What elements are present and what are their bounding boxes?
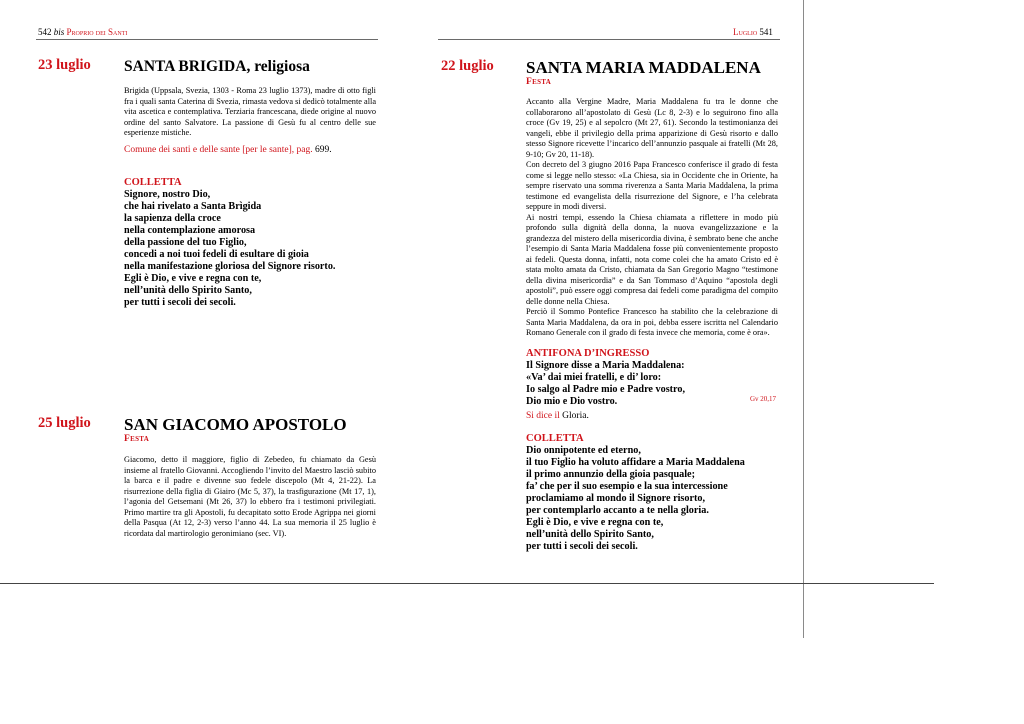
- maddalena-rank: Festa: [526, 77, 552, 87]
- maddalena-colletta-label: COLLETTA: [526, 433, 584, 444]
- prayer-line: il tuo Figlio ha voluto affidare a Maria Maddalena: [526, 457, 745, 468]
- left-section-title: Proprio dei Santi: [66, 27, 128, 37]
- prayer-line: per tutti i secoli dei secoli.: [526, 541, 638, 552]
- giacomo-rank: Festa: [124, 434, 150, 444]
- brigida-colletta-label: COLLETTA: [124, 177, 182, 188]
- page-edge-vertical: [803, 0, 804, 638]
- right-header-rule: [438, 39, 780, 40]
- prayer-line: che hai rivelato a Santa Brìgida: [124, 201, 262, 212]
- right-running-header: [733, 27, 773, 37]
- bio-paragraph: Con decreto del 3 giugno 2016 Papa Francesco conferisce il grado di festa come si legge nello stesso: «La Chiesa, sia in Occidente che in Oriente, ha sempre riservato una somma riverenza a Santa Maria Maddalena, la prima testimone ed evangelista della risurrezione del Signore, e l’ha celebrata seppure in modi diversi.: [526, 160, 778, 211]
- gloria-word: Gloria: [562, 411, 587, 421]
- brigida-title: SANTA BRIGIDA, religiosa: [124, 58, 310, 75]
- giacomo-title: SAN GIACOMO APOSTOLO: [124, 415, 347, 434]
- right-page-number: 541: [759, 27, 773, 37]
- maddalena-antifona-label: ANTIFONA D’INGRESSO: [526, 348, 650, 359]
- antiphon-line: «Va’ dai miei fratelli, e di’ loro:: [526, 372, 662, 383]
- left-page-bis: bis: [53, 27, 65, 37]
- brigida-commune-ref: Comune dei santi e delle sante [per le sante], pag. 699.: [124, 145, 332, 155]
- brigida-bio: Brigida (Uppsala, Svezia, 1303 - Roma 23 luglio 1373), madre di otto figli fra i quali santa Caterina di Svezia, rimasta vedova si dedicò totalmente alla vita ascetica e contemplativa. Terziaria francescana, diede origine al nuovo ordine del santo Salvatore. La passione di Gesù fu al centro delle sue esperienze mistiche.: [124, 86, 376, 137]
- right-month: Luglio: [733, 27, 758, 37]
- antiphon-line: Il Signore disse a Maria Maddalena:: [526, 360, 685, 371]
- prayer-line: concedi a noi tuoi fedeli di esultare di gioia: [124, 249, 309, 260]
- prayer-line: proclamiamo al mondo il Signore risorto,: [526, 493, 706, 504]
- bio-paragraph: Perciò il Sommo Pontefice Francesco ha stabilito che la celebrazione di Santa Maria Maddalena, da ora in poi, debba essere iscritta nel Calendario Romano Generale con il grado di festa invece che memoria, come è ora».: [526, 307, 778, 337]
- antiphon-line: Io salgo al Padre mio e Padre vostro,: [526, 384, 686, 395]
- left-running-header: [38, 27, 127, 37]
- maddalena-colletta: [526, 445, 745, 553]
- prayer-line: Egli è Dio, e vive e regna con te,: [526, 517, 664, 528]
- prayer-line: nell’unità dello Spirito Santo,: [124, 285, 252, 296]
- left-page-number: 542: [38, 27, 52, 37]
- gloria-rubric-prefix: Si dice il: [526, 411, 560, 421]
- brigida-colletta: [124, 189, 335, 309]
- prayer-line: la sapienza della croce: [124, 213, 221, 224]
- maddalena-gloria-rubric: Si dice il Gloria.: [526, 411, 589, 421]
- prayer-line: della passione del tuo Figlio,: [124, 237, 247, 248]
- prayer-line: Egli è Dio, e vive e regna con te,: [124, 273, 262, 284]
- prayer-line: Signore, nostro Dio,: [124, 189, 211, 200]
- prayer-line: fa’ che per il suo esempio e la sua intercessione: [526, 481, 728, 492]
- maddalena-antifona-source: Gv 20,17: [750, 395, 777, 403]
- prayer-line: per contemplarlo accanto a te nella gloria.: [526, 505, 709, 516]
- prayer-line: nella contemplazione amorosa: [124, 225, 256, 236]
- maddalena-date: 22 luglio: [441, 58, 494, 74]
- maddalena-bio: [526, 97, 778, 339]
- prayer-line: Dio onnipotente ed eterno,: [526, 445, 641, 456]
- bio-paragraph: Ai nostri tempi, essendo la Chiesa chiamata a riflettere in modo più profondo sulla dignità della donna, la nuova evangelizzazione e la grandezza del mistero della misericordia divina, è sembrato bene che anche l’esempio di Santa Maria Maddalena fosse più convenientemente proposto ai fedeli. Questa donna, infatti, nota come colei che ha amato Cristo ed è stata molto amata da Cristo, chiamata da San Gregorio Magno “testimone della divina misericordia” e da San Tommaso d’Aquino “apostola degli apostoli”, può essere oggi compresa dai fedeli come paradigma del compito delle donne nella Chiesa.: [526, 212, 778, 306]
- maddalena-title: SANTA MARIA MADDALENA: [526, 58, 761, 77]
- maddalena-antifona: [526, 360, 685, 408]
- prayer-line: nella manifestazione gloriosa del Signore risorto.: [124, 261, 336, 272]
- brigida-commune-page: 699: [315, 145, 330, 155]
- left-header-rule: [36, 39, 378, 40]
- prayer-line: per tutti i secoli dei secoli.: [124, 297, 236, 308]
- page-edge-horizontal: [0, 583, 934, 584]
- prayer-line: il primo annunzio della gioia pasquale;: [526, 469, 695, 480]
- brigida-commune-text: Comune dei santi e delle sante [per le sante], pag.: [124, 145, 313, 155]
- giacomo-date: 25 luglio: [38, 415, 91, 431]
- antiphon-line: Dio mio e Dio vostro.: [526, 396, 618, 407]
- giacomo-bio: Giacomo, detto il maggiore, figlio di Zebedeo, fu chiamato da Gesù insieme al fratello Giovanni. Accogliendo l’invito del Maestro lasciò subito la barca e il padre e divenne suo fedele discepolo (Mt 4, 21-22). La risurrezione della figlia di Giairo (Mc 5, 37), la trasfigurazione (Mt 17, 1), l’agonia del Getsemani (Mt 26, 37) lo ebbero fra i testimoni privilegiati. Primo martire tra gli Apostoli, fu decapitato sotto Erode Agrippa nei giorni della Pasqua (At 12, 2-3) verso l’anno 44. La sua memoria il 25 luglio è ricordata dal martirologio geronimiano (sec. VI).: [124, 455, 376, 538]
- bio-paragraph: Accanto alla Vergine Madre, Maria Maddalena fu tra le donne che collaborarono all’apostolato di Gesù (Lc 8, 2-3) e lo seguirono fino alla croce (Gv 19, 25) e al sepolcro (Mt 27, 61). Secondo la testimonianza dei vangeli, ebbe il privilegio della prima apparizione di Gesù risorto e dallo stesso Signore ricevette l’incarico dell’annunzio pasquale ai fratelli (Mt 28, 9-10; Gv 20, 11-18).: [526, 97, 778, 159]
- brigida-date: 23 luglio: [38, 57, 91, 73]
- prayer-line: nell’unità dello Spirito Santo,: [526, 529, 654, 540]
